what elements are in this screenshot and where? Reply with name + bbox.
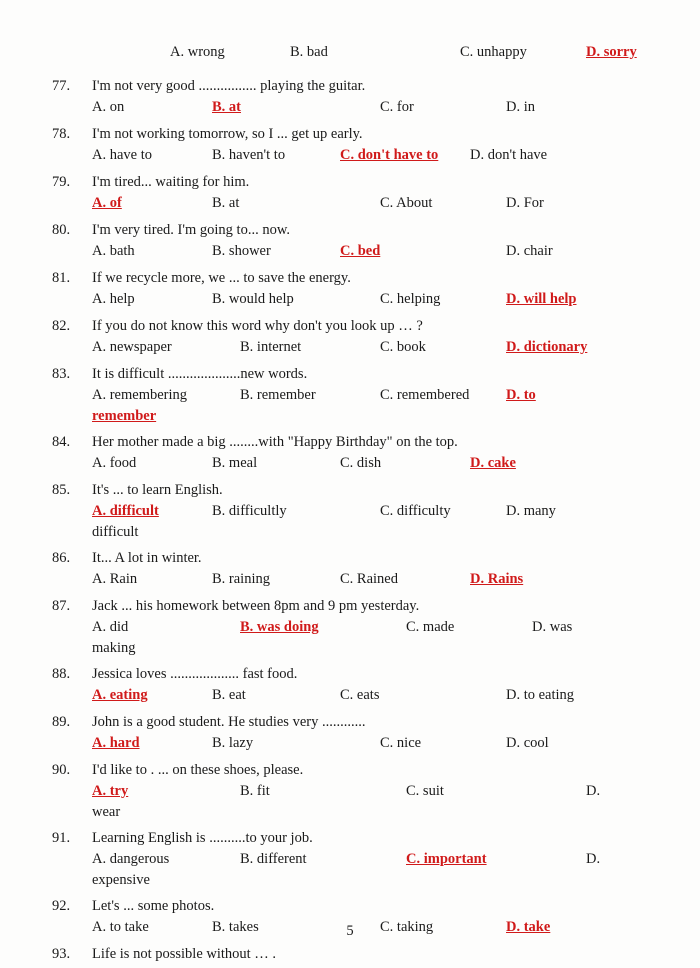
option-row — [92, 145, 648, 166]
option-choice: C. for — [380, 99, 414, 115]
question-stem: It is difficult ....................new words. — [92, 366, 308, 382]
question-stem: Let's ... some photos. — [92, 898, 215, 914]
option-choice: A. newspaper — [92, 339, 172, 355]
option-choice: C. nice — [380, 735, 422, 751]
question-number: 77. — [52, 78, 71, 94]
page-content — [52, 44, 648, 962]
option-row — [92, 193, 648, 214]
question-stem: I'm not very good ................ playing the guitar. — [92, 78, 366, 94]
question-stem: If you do not know this word why don't you look up … ? — [92, 318, 423, 334]
question-stem: Learning English is ..........to your job. — [92, 830, 313, 846]
option-choice: D. to — [506, 387, 536, 403]
option-choice: A. on — [92, 99, 125, 115]
page-number: 5 — [346, 923, 354, 939]
option-choice: C. important — [406, 851, 487, 867]
question-number: 81. — [52, 270, 71, 286]
question-item — [52, 480, 648, 542]
option-choice: C. difficulty — [380, 503, 451, 519]
option-choice: B. at — [212, 99, 241, 115]
option-choice: C. book — [380, 339, 426, 355]
option-choice: A. hard — [92, 735, 140, 751]
option-continuation: making — [92, 640, 136, 656]
question-stem: I'm not working tomorrow, so I ... get up early. — [92, 126, 363, 142]
option-continuation: expensive — [92, 872, 150, 888]
question-body — [92, 760, 648, 822]
option-choice: B. haven't to — [212, 147, 286, 163]
option-choice: D. sorry — [586, 44, 637, 60]
question-number: 78. — [52, 126, 71, 142]
question-body — [92, 596, 648, 658]
option-choice: B. raining — [212, 571, 270, 587]
option-choice: B. internet — [240, 339, 302, 355]
option-choice: A. did — [92, 619, 129, 635]
question-body — [92, 268, 648, 310]
question-body — [92, 828, 648, 890]
question-item — [52, 124, 648, 166]
question-stem: I'm very tired. I'm going to... now. — [92, 222, 290, 238]
question-body — [92, 548, 648, 590]
question-item — [52, 596, 648, 658]
question-stem: John is a good student. He studies very ............ — [92, 714, 366, 730]
option-choice: C. dish — [340, 455, 382, 471]
option-choice: A. try — [92, 783, 129, 799]
question-stem: Jessica loves ................... fast food. — [92, 666, 298, 682]
question-number: 91. — [52, 830, 71, 846]
option-row — [92, 685, 648, 706]
question-item — [52, 220, 648, 262]
option-choice: A. remembering — [92, 387, 188, 403]
question-stem: If we recycle more, we ... to save the energy. — [92, 270, 351, 286]
question-number: 80. — [52, 222, 71, 238]
option-choice: D. many — [506, 503, 556, 519]
question-item — [52, 76, 648, 118]
question-item — [52, 944, 648, 964]
question-number: 89. — [52, 714, 71, 730]
question-number: 90. — [52, 762, 71, 778]
option-choice: C. helping — [380, 291, 441, 307]
question-stem: Jack ... his homework between 8pm and 9 pm yesterday. — [92, 598, 420, 614]
question-item — [52, 664, 648, 706]
question-number: 84. — [52, 434, 71, 450]
option-continuation: wear — [92, 804, 121, 820]
option-row — [92, 569, 648, 590]
option-choice: A. Rain — [92, 571, 138, 587]
question-stem: Her mother made a big ........with "Happy Birthday" on the top. — [92, 434, 458, 450]
option-choice: B. different — [240, 851, 307, 867]
question-body — [92, 664, 648, 706]
question-number: 86. — [52, 550, 71, 566]
orphan-options-row — [92, 44, 648, 70]
option-choice: B. remember — [240, 387, 316, 403]
option-choice: D. don't have — [470, 147, 548, 163]
question-item — [52, 760, 648, 822]
question-body — [92, 220, 648, 262]
option-choice: B. takes — [212, 919, 259, 935]
question-list — [52, 76, 648, 964]
question-body — [92, 364, 648, 426]
question-item — [52, 316, 648, 358]
option-choice: A. help — [92, 291, 135, 307]
option-choice: B. eat — [212, 687, 246, 703]
question-body — [92, 432, 648, 474]
question-number: 85. — [52, 482, 71, 498]
option-choice: A. bath — [92, 243, 135, 259]
question-stem: I'm tired... waiting for him. — [92, 174, 250, 190]
option-choice: C. Rained — [340, 571, 398, 587]
question-stem: It... A lot in winter. — [92, 550, 202, 566]
option-choice: D. cake — [470, 455, 516, 471]
option-choice: D. was — [532, 619, 573, 635]
question-number: 87. — [52, 598, 71, 614]
option-choice: A. difficult — [92, 503, 159, 519]
option-choice: C. About — [380, 195, 433, 211]
question-number: 83. — [52, 366, 71, 382]
option-choice: A. wrong — [170, 44, 225, 60]
option-choice: C. bed — [340, 243, 381, 259]
option-row — [92, 241, 648, 262]
option-choice: D. cool — [506, 735, 549, 751]
option-choice: A. have to — [92, 147, 152, 163]
question-item — [52, 432, 648, 474]
option-row — [92, 781, 648, 802]
option-choice: A. food — [92, 455, 137, 471]
option-choice: C. suit — [406, 783, 444, 799]
question-stem: I'd like to . ... on these shoes, please. — [92, 762, 304, 778]
question-item — [52, 364, 648, 426]
question-body — [92, 944, 648, 964]
option-choice: D. in — [506, 99, 535, 115]
option-choice: C. eats — [340, 687, 380, 703]
option-choice: B. would help — [212, 291, 294, 307]
option-choice: A. of — [92, 195, 122, 211]
question-number: 92. — [52, 898, 71, 914]
option-choice: D. — [586, 851, 601, 867]
option-continuation: remember — [92, 408, 157, 424]
option-choice: A. to take — [92, 919, 149, 935]
option-choice: D. will help — [506, 291, 577, 307]
question-item — [52, 172, 648, 214]
option-choice: B. fit — [240, 783, 270, 799]
option-choice: B. at — [212, 195, 240, 211]
option-row — [92, 385, 648, 406]
question-item — [52, 268, 648, 310]
option-row — [92, 617, 648, 638]
question-body — [92, 316, 648, 358]
option-choice: D. chair — [506, 243, 553, 259]
question-stem: Life is not possible without … . — [92, 946, 277, 962]
option-choice: C. don't have to — [340, 147, 439, 163]
option-choice: A. dangerous — [92, 851, 170, 867]
question-number: 93. — [52, 946, 71, 962]
question-number: 79. — [52, 174, 71, 190]
option-row — [92, 97, 648, 118]
option-continuation: difficult — [92, 524, 139, 540]
question-item — [52, 712, 648, 754]
option-choice: D. dictionary — [506, 339, 588, 355]
option-choice: B. bad — [290, 44, 328, 60]
option-row — [92, 501, 648, 522]
question-body — [92, 76, 648, 118]
question-number: 82. — [52, 318, 71, 334]
option-choice: C. remembered — [380, 387, 470, 403]
option-choice: C. taking — [380, 919, 434, 935]
option-choice: A. eating — [92, 687, 148, 703]
question-stem: It's ... to learn English. — [92, 482, 223, 498]
option-row — [92, 337, 648, 358]
option-row — [92, 849, 648, 870]
question-body — [92, 124, 648, 166]
option-choice: D. take — [506, 919, 551, 935]
option-choice: B. lazy — [212, 735, 254, 751]
option-choice: D. Rains — [470, 571, 524, 587]
option-choice: B. meal — [212, 455, 258, 471]
option-choice: C. unhappy — [460, 44, 527, 60]
question-body — [92, 712, 648, 754]
question-body — [92, 480, 648, 542]
question-item — [52, 828, 648, 890]
option-choice: D. For — [506, 195, 544, 211]
option-choice: B. shower — [212, 243, 271, 259]
question-item — [52, 548, 648, 590]
option-row — [92, 453, 648, 474]
option-row — [92, 733, 648, 754]
option-choice: B. was doing — [240, 619, 319, 635]
option-choice: C. made — [406, 619, 455, 635]
question-number: 88. — [52, 666, 71, 682]
option-row — [92, 289, 648, 310]
option-choice: B. difficultly — [212, 503, 287, 519]
option-choice: D. — [586, 783, 601, 799]
option-choice: D. to eating — [506, 687, 575, 703]
question-body — [92, 172, 648, 214]
